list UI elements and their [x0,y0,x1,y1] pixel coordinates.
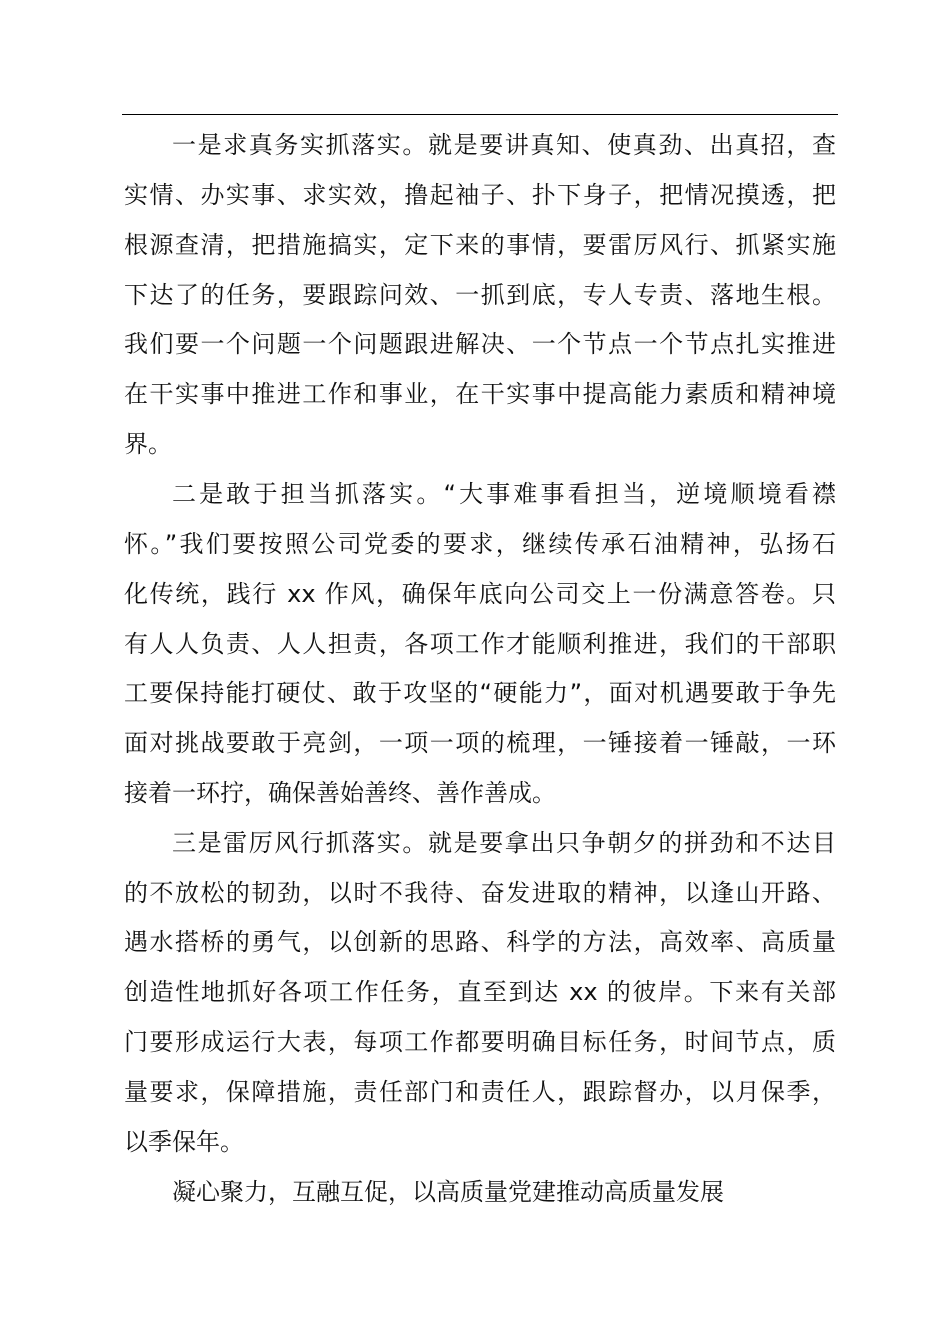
header-rule [122,114,838,115]
paragraph-1-line-5: 我们要一个问题一个问题跟进解决、一个节点一个节点扎实推进 [124,330,836,358]
paragraph-3-line-2: 的不放松的韧劲，以时不我待、奋发进取的精神，以逢山开路、 [124,879,836,907]
paragraph-2-line-5: 工要保持能打硬仗、敢于攻坚的“硬能力”，面对机遇要敢于争先 [124,679,836,707]
paragraph-2-line-3: 化传统，践行 xx 作风，确保年底向公司交上一份满意答卷。只 [124,580,836,608]
paragraph-1-line-3: 根源查清，把措施搞实，定下来的事情，要雷厉风行、抓紧实施 [124,231,836,259]
paragraph-1-line-4: 下达了的任务，要跟踪问效、一抓到底，专人专责、落地生根。 [124,281,836,309]
paragraph-2-line-1: 二是敢于担当抓落实。“大事难事看担当，逆境顺境看襟 [172,480,836,508]
paragraph-1-line-1: 一是求真务实抓落实。就是要讲真知、使真劲、出真招，查 [172,131,836,159]
paragraph-3-line-6: 量要求，保障措施，责任部门和责任人，跟踪督办，以月保季， [124,1078,836,1106]
paragraph-3-line-1: 三是雷厉风行抓落实。就是要拿出只争朝夕的拼劲和不达目 [172,829,836,857]
paragraph-2-line-6: 面对挑战要敢于亮剑，一项一项的梳理，一锤接着一锤敲，一环 [124,729,836,757]
paragraph-3-line-3: 遇水搭桥的勇气，以创新的思路、科学的方法，高效率、高质量 [124,928,836,956]
paragraph-1-line-7: 界。 [124,430,172,458]
paragraph-3-line-5: 门要形成运行大表，每项工作都要明确目标任务，时间节点，质 [124,1028,836,1056]
section-heading: 凝心聚力，互融互促，以高质量党建推动高质量发展 [172,1178,724,1206]
paragraph-2-line-7: 接着一环拧，确保善始善终、善作善成。 [124,779,556,807]
paragraph-2-line-2: 怀。”我们要按照公司党委的要求，继续传承石油精神，弘扬石 [124,530,836,558]
paragraph-3-line-4: 创造性地抓好各项工作任务，直至到达 xx 的彼岸。下来有关部 [124,978,836,1006]
paragraph-2-line-4: 有人人负责、人人担责，各项工作才能顺利推进，我们的干部职 [124,630,836,658]
paragraph-3-line-7: 以季保年。 [124,1128,244,1156]
paragraph-1-line-2: 实情、办实事、求实效，撸起袖子、扑下身子，把情况摸透，把 [124,181,836,209]
paragraph-1-line-6: 在干实事中推进工作和事业，在干实事中提高能力素质和精神境 [124,380,836,408]
